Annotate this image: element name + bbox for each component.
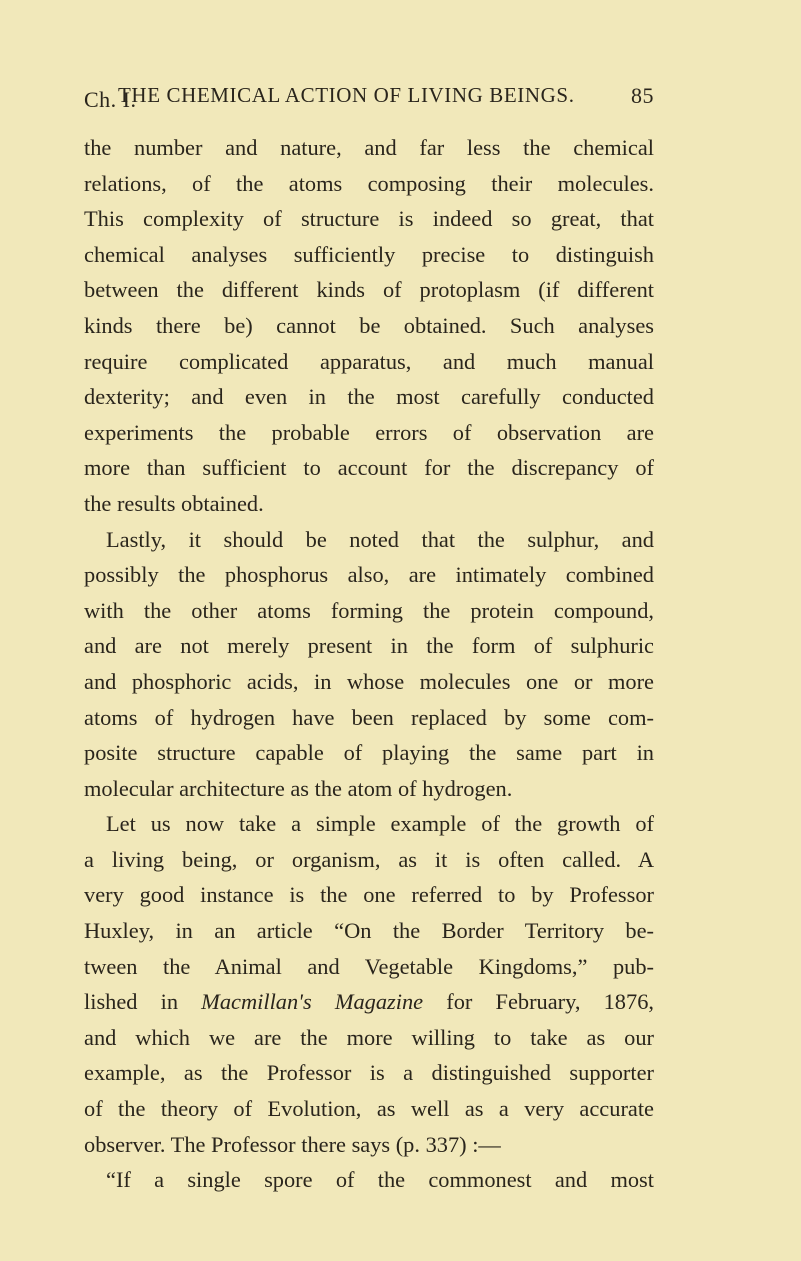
text-line: require complicated apparatus, and much manual: [84, 348, 654, 374]
text-line: possibly the phosphorus also, are intimately combined: [84, 562, 654, 588]
text-line: experiments the probable errors of observation are: [84, 419, 654, 445]
text-line: [84, 984, 654, 1020]
text-line: chemical analyses sufficiently precise to distinguish: [84, 241, 654, 267]
body-text: [84, 130, 654, 1198]
text-line: Let us now take a simple example of the growth of: [106, 811, 654, 837]
text-line: tween the Animal and Vegetable Kingdoms,” pub-: [84, 953, 654, 979]
text-line: with the other atoms forming the protein compound,: [84, 597, 654, 623]
text-line: and which we are the more willing to take as our: [84, 1024, 654, 1050]
text-line: and are not merely present in the form of sulphuric: [84, 633, 654, 659]
text-line: very good instance is the one referred to by Professor: [84, 882, 654, 908]
page-number: 85: [631, 83, 654, 108]
text-line: Huxley, in an article “On the Border Territory be-: [84, 918, 654, 944]
text-line: the results obtained.: [84, 490, 264, 516]
chapter-label: Ch. I.: [84, 87, 137, 112]
text-line: observer. The Professor there says (p. 337) :—: [84, 1131, 501, 1157]
text-run: lished in: [84, 989, 202, 1015]
text-line: and phosphoric acids, in whose molecules one or more: [84, 668, 654, 694]
text-run: for February, 1876,: [423, 989, 654, 1015]
text-line: dexterity; and even in the most carefully conducted: [84, 384, 654, 410]
text-line: “If a single spore of the commonest and most: [106, 1167, 654, 1193]
magazine-title: Macmillan's Magazine: [201, 989, 424, 1015]
running-title: THE CHEMICAL ACTION OF LIVING BEINGS.: [118, 83, 575, 107]
text-line: relations, of the atoms composing their molecules.: [84, 170, 654, 196]
text-line: of the theory of Evolution, as well as a very accurate: [84, 1096, 654, 1122]
text-line: atoms of hydrogen have been replaced by some com-: [84, 704, 654, 730]
text-line: example, as the Professor is a distinguished supporter: [84, 1060, 654, 1086]
text-line: between the different kinds of protoplasm (if different: [84, 277, 654, 303]
text-line: a living being, or organism, as it is often called. A: [84, 846, 654, 872]
text-line: kinds there be) cannot be obtained. Such analyses: [84, 312, 654, 338]
text-line: molecular architecture as the atom of hydrogen.: [84, 775, 513, 801]
text-line: This complexity of structure is indeed so great, that: [84, 206, 654, 232]
running-head: [84, 83, 654, 115]
text-line: Lastly, it should be noted that the sulphur, and: [106, 526, 654, 552]
text-line: the number and nature, and far less the chemical: [84, 135, 654, 160]
text-line: more than sufficient to account for the discrepancy of: [84, 455, 654, 481]
text-line: posite structure capable of playing the same part in: [84, 740, 654, 766]
